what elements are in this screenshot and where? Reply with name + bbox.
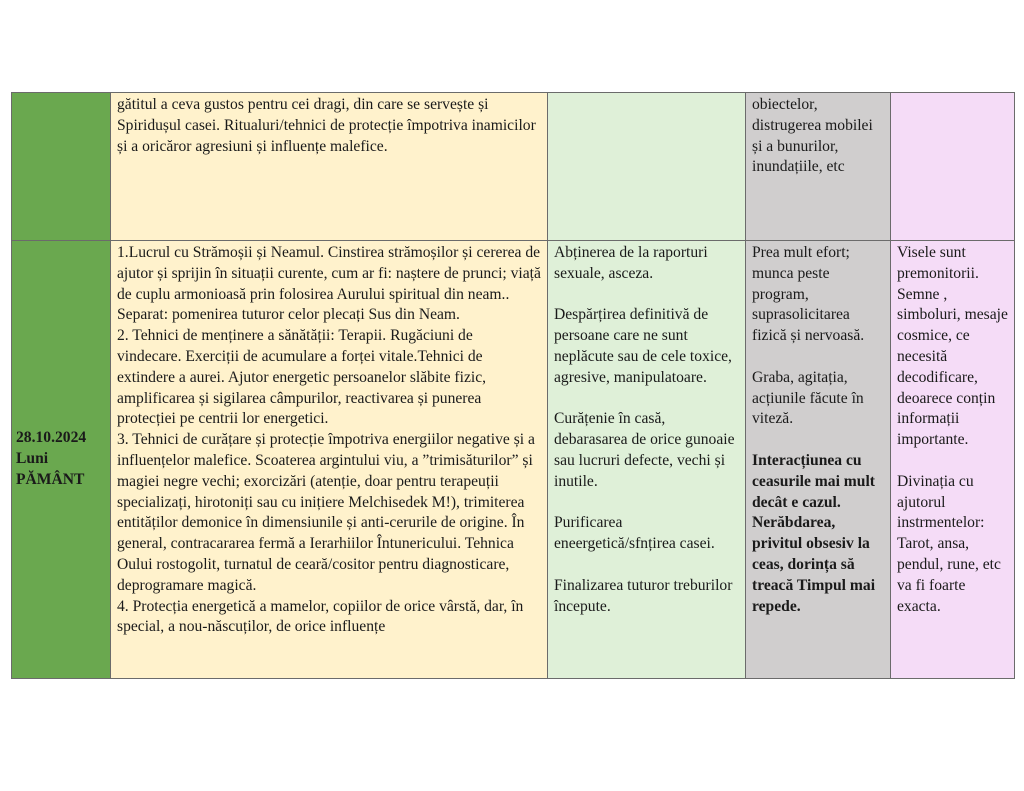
table-row <box>12 93 1015 241</box>
risk-item: Graba, agitația, acțiunile făcute în viteză. <box>752 368 864 428</box>
dreams-cell <box>891 241 1015 679</box>
recommendation-item: Abținerea de la raporturi sexuale, asceza. <box>554 244 708 282</box>
recommendations-cell-empty <box>548 93 746 241</box>
practice-item: 1.Lucrul cu Strămoșii și Neamul. Cinstirea strămoșilor și cererea de ajutor și sprijin în situații curente, cum ar fi: naștere de prunci; viață de cuplu armonioasă prin folosirea Aurului spiritual din neam.. Separat: pomenirea tuturor celor plecați Sus din Neam. <box>117 244 541 324</box>
date-cell-empty <box>12 93 111 241</box>
date-cell <box>12 241 111 679</box>
dream-item: Divinația cu ajutorul instrmentelor: Tarot, ansa, pendul, rune, etc va fi foarte exacta. <box>897 472 1001 615</box>
risks-text: obiectelor, distrugerea mobilei și a bunurilor, inundațiile, etc <box>752 96 873 176</box>
practices-cell <box>111 93 548 241</box>
recommendation-item: Curățenie în casă, debarasarea de orice gunoaie sau lucruri defecte, vechi și inutile. <box>554 410 735 490</box>
practices-cell <box>111 241 548 679</box>
practice-item: 3. Tehnici de curățare și protecție împotriva energiilor negative și a influențelor malefice. Scoaterea argintului viu, a ”trimisăturilor” și magiei negre vechi; exorcizări (atenție, doar pentru terapeuții specializați, hirotoniți sau cu inițiere Melchisedek M!), trimiterea entităților demonice în dimensiunile și anti-cerurile de origine. În general, contracararea fermă a Ierarhiilor Întunericului. Tehnica Oului rostogolit, turnatul de ceară/cositor pentru diagnosticare, deprogramare magică. <box>117 431 535 594</box>
table-row <box>12 241 1015 679</box>
recommendation-item: Purificarea eneergetică/sfnțirea casei. <box>554 514 715 553</box>
day-text: Luni <box>16 450 49 468</box>
risks-cell <box>746 241 891 679</box>
recommendation-item: Finalizarea tuturor treburilor începute. <box>554 576 733 615</box>
recommendation-item: Despărțirea definitivă de persoane care ne sunt neplăcute sau de cele toxice, agresive, manipulatoare. <box>554 306 732 386</box>
schedule-table <box>11 92 1015 679</box>
risk-item: Prea mult efort; munca peste program, suprasolicitarea fizică și nervoasă. <box>752 244 865 345</box>
risk-item-bold: Interacțiunea cu ceasurile mai mult decât e cazul. Nerăbdarea, privitul obsesiv la ceas, dorința să treacă Timpul mai repede. <box>752 451 876 615</box>
date-text: 28.10.2024 <box>16 429 87 447</box>
dream-item: Visele sunt premonitorii. Semne , simboluri, mesaje cosmice, ce necesită decodificare, deoarece conțin informații importante. <box>897 244 1008 449</box>
dreams-cell-empty <box>891 93 1015 241</box>
practice-item: 2. Tehnici de menținere a sănătății: Terapii. Rugăciuni de vindecare. Exerciții de acumulare a forței vitale.Tehnici de extindere a aurei. Ajutor energetic persoanelor slăbite fizic, amplificarea și sigilarea câmpurilor, reactivarea și punerea protecției pe centrii lor energetici. <box>117 327 487 428</box>
element-text: PĂMÂNT <box>16 470 85 488</box>
recommendations-cell <box>548 241 746 679</box>
practice-item: 4. Protecția energetică a mamelor, copiilor de orice vârstă, dar, în special, a nou-născuților, de orice influențe <box>117 597 524 636</box>
risks-cell <box>746 93 891 241</box>
practices-text: gătitul a ceva gustos pentru cei dragi, din care se servește și Spiridușul casei. Ritualuri/tehnici de protecție împotriva inamicilor și a oricăror agresiuni și influențe malefice. <box>117 96 536 155</box>
